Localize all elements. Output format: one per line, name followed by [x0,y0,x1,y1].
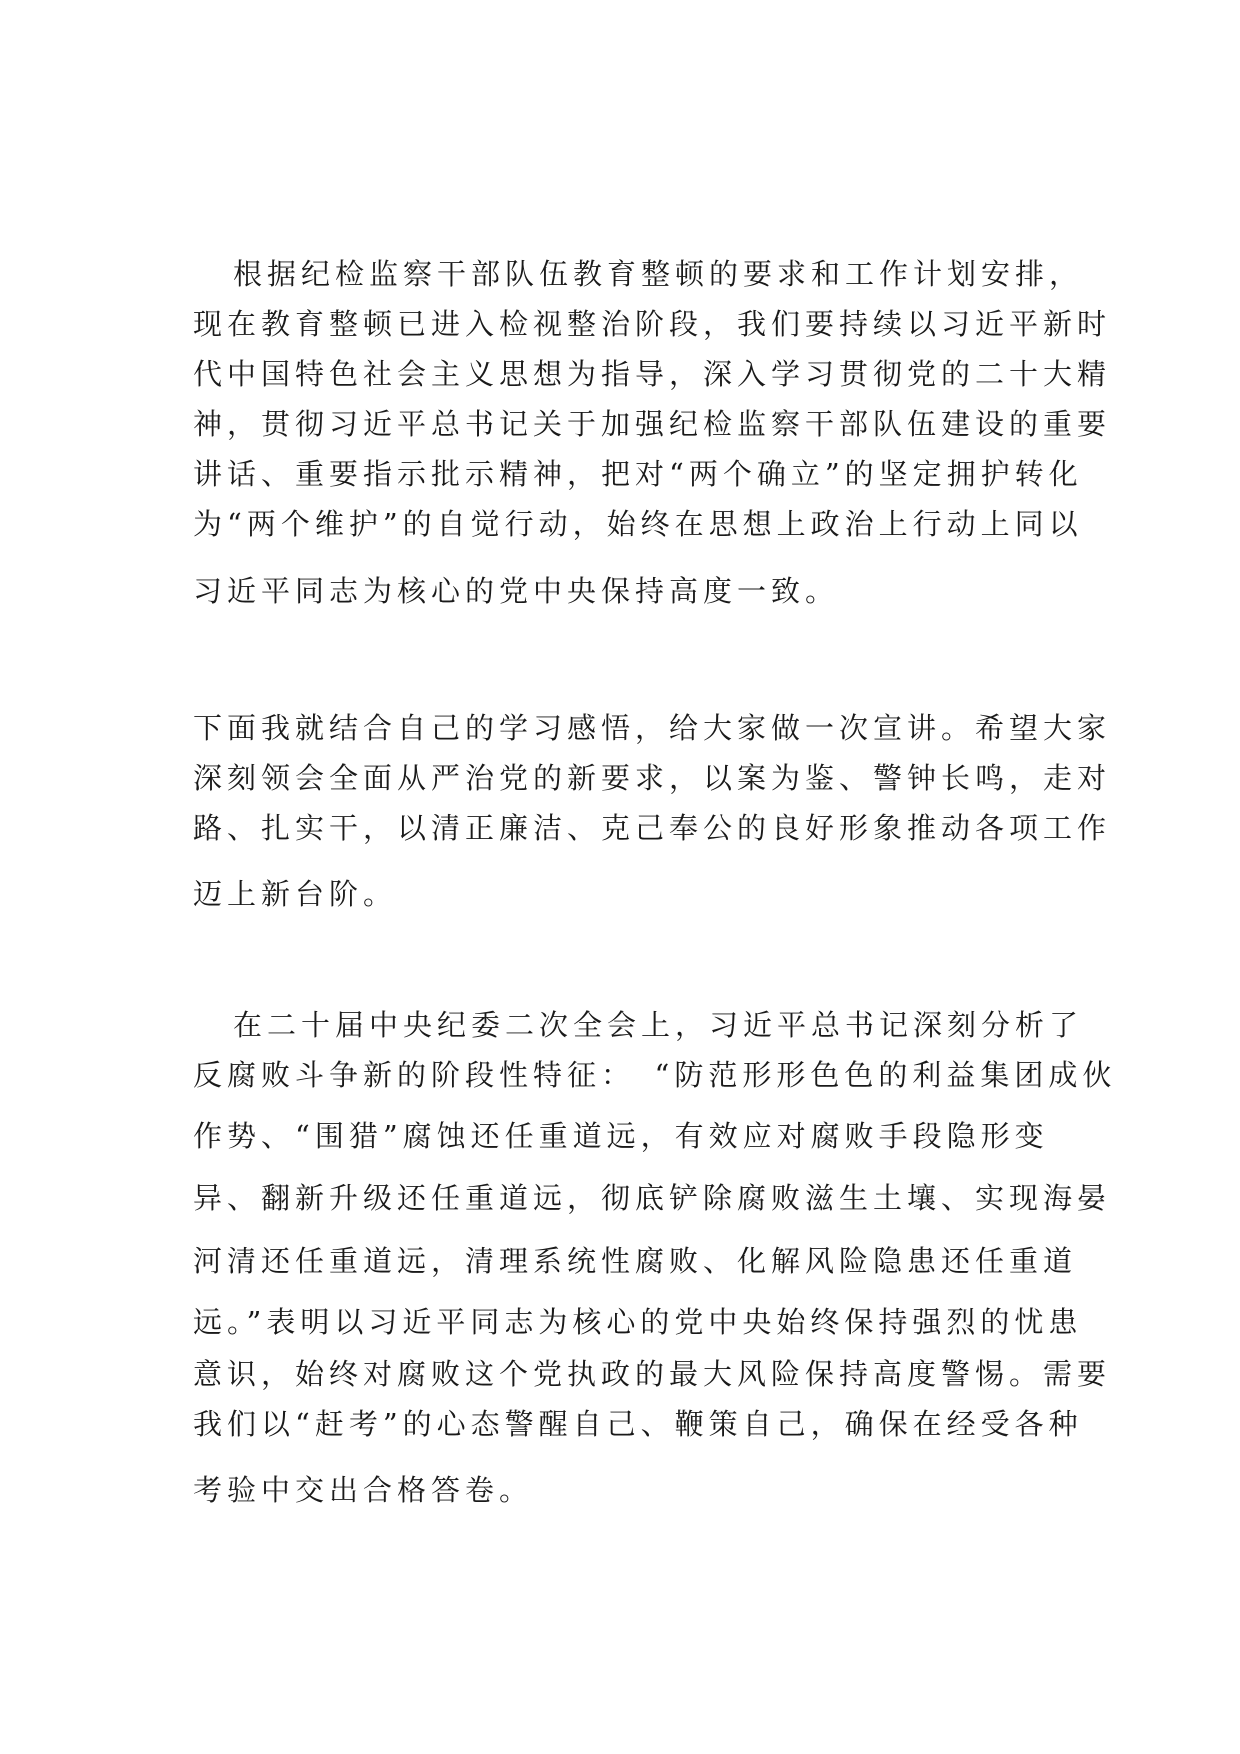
paragraph-3-line-8: 我们以“赶考”的心态警醒自己、鞭策自己，确保在经受各种 [193,1407,1083,1441]
paragraph-3-line-9: 考验中交出合格答卷。 [193,1473,534,1507]
paragraph-3-line-4: 异、翻新升级还任重道远，彻底铲除腐败滋生土壤、实现海晏 [193,1181,1112,1215]
paragraph-1-line-6: 为“两个维护”的自觉行动，始终在思想上政治上行动上同以 [193,507,1083,541]
paragraph-2-line-4: 迈上新台阶。 [193,877,398,911]
paragraph-3-line-6: 远。”表明以习近平同志为核心的党中央始终保持强烈的忧患 [193,1305,1083,1339]
paragraph-2-line-2: 深刻领会全面从严治党的新要求，以案为鉴、警钟长鸣，走对 [193,761,1112,795]
paragraph-3-line-7: 意识，始终对腐败这个党执政的最大风险保持高度警惕。需要 [193,1357,1112,1391]
paragraph-3-line-1: 在二十届中央纪委二次全会上，习近平总书记深刻分析了 [233,1008,1084,1042]
paragraph-2-line-1: 下面我就结合自己的学习感悟，给大家做一次宣讲。希望大家 [193,711,1112,745]
paragraph-3-line-5: 河清还任重道远，清理系统性腐败、化解风险隐患还任重道 [193,1244,1078,1278]
paragraph-3-line-2: 反腐败斗争新的阶段性特征： “防范形形色色的利益集团成伙 [193,1058,1117,1092]
paragraph-1-line-2: 现在教育整顿已进入检视整治阶段，我们要持续以习近平新时 [193,307,1112,341]
paragraph-1-line-5: 讲话、重要指示批示精神，把对“两个确立”的坚定拥护转化 [193,457,1083,491]
paragraph-1-line-7: 习近平同志为核心的党中央保持高度一致。 [193,574,840,608]
paragraph-1-line-3: 代中国特色社会主义思想为指导，深入学习贯彻党的二十大精 [193,357,1112,391]
paragraph-2-line-3: 路、扎实干，以清正廉洁、克己奉公的良好形象推动各项工作 [193,811,1112,845]
paragraph-3-line-3: 作势、“围猎”腐蚀还任重道远，有效应对腐败手段隐形变 [193,1119,1049,1153]
paragraph-1-line-4: 神，贯彻习近平总书记关于加强纪检监察干部队伍建设的重要 [193,407,1112,441]
paragraph-1-line-1: 根据纪检监察干部队伍教育整顿的要求和工作计划安排， [233,257,1084,291]
